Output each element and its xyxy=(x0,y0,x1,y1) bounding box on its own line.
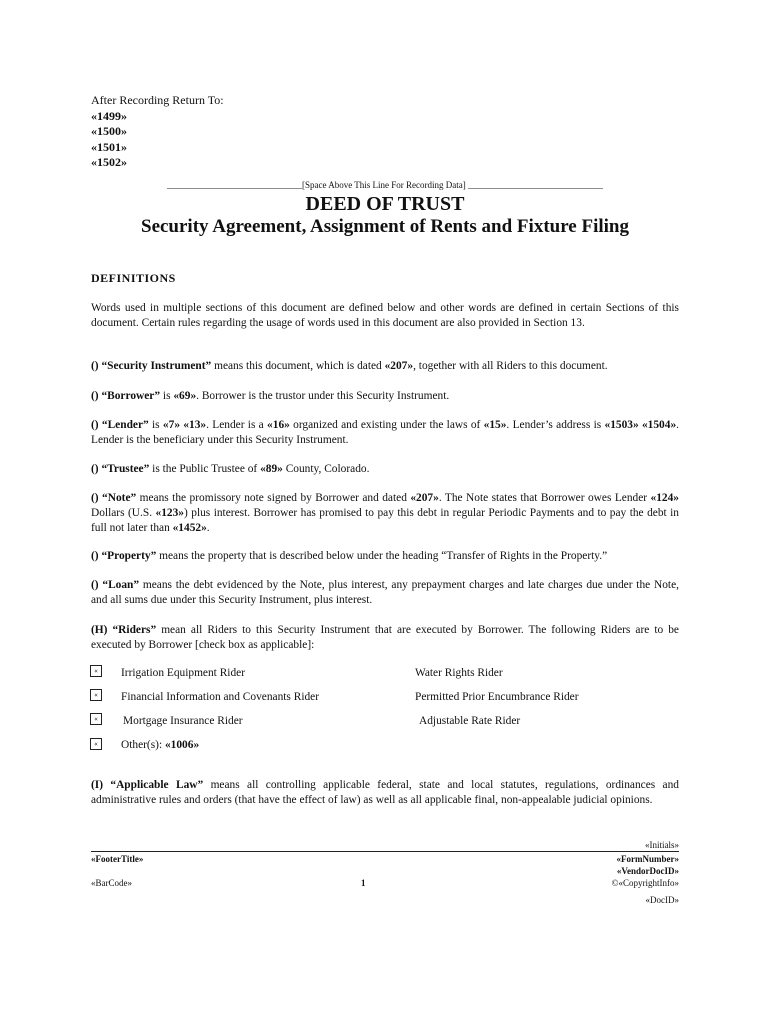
merge-field: «7» «13» xyxy=(162,419,207,431)
def-term: “Property” xyxy=(101,550,157,562)
document-subtitle: Security Agreement, Assignment of Rents and Fixture Filing xyxy=(141,216,629,237)
def-term: “Loan” xyxy=(102,579,140,591)
definition-property xyxy=(91,549,679,564)
def-text: . Lender is a xyxy=(206,419,268,431)
rider-checkbox-3[interactable]: « xyxy=(90,713,102,725)
def-text: . Lender is the beneficiary under this Security Instrument. xyxy=(91,419,680,446)
definition-applicable-law xyxy=(91,778,679,808)
def-prefix: () xyxy=(91,492,103,504)
def-text: organized and existing under the laws of xyxy=(289,419,484,431)
definition-trustee xyxy=(91,462,679,477)
footer-vendor-doc-id: «VendorDocID» xyxy=(616,866,679,876)
def-text: . Lender’s address is xyxy=(506,419,605,431)
footer-barcode: «BarCode» xyxy=(91,878,132,888)
definition-riders xyxy=(91,623,679,653)
footer-form-number: «FormNumber» xyxy=(616,854,679,864)
def-term: “Borrower” xyxy=(101,390,161,402)
footer-divider xyxy=(91,851,679,852)
def-prefix: () xyxy=(91,579,103,591)
merge-field: «16» xyxy=(267,419,290,431)
rider-irrigation-equipment: Irrigation Equipment Rider xyxy=(121,667,246,679)
def-text: is xyxy=(148,419,163,431)
rider-permitted-prior-encumbrance: Permitted Prior Encumbrance Rider xyxy=(415,691,579,703)
document-title: DEED OF TRUST xyxy=(305,193,465,215)
merge-field: «89» xyxy=(260,463,283,475)
def-text: means all controlling applicable federal, state and local statutes, regulations, ordinances and administrative rules and orders (that have the effect of law) as well as all applicable final, non-appealable judicial opinions. xyxy=(91,779,679,806)
def-text: means the promissory note signed by Borrower and dated xyxy=(136,492,411,504)
rider-others-label: Other(s): xyxy=(121,739,165,751)
page-number: 1 xyxy=(361,878,366,888)
def-term: “Riders” xyxy=(112,624,157,636)
def-text: is the Public Trustee of xyxy=(149,463,261,475)
merge-field: «15» xyxy=(483,419,507,431)
def-prefix: () xyxy=(91,550,102,562)
definition-loan xyxy=(91,578,679,608)
rider-water-rights: Water Rights Rider xyxy=(415,667,503,679)
def-prefix: () xyxy=(91,390,102,402)
footer-doc-id: «DocID» xyxy=(645,895,679,905)
return-address-block xyxy=(91,93,224,171)
rider-financial-information: Financial Information and Covenants Rider xyxy=(121,691,320,703)
def-text: Dollars (U.S. xyxy=(91,507,156,519)
merge-field: «123» xyxy=(155,507,184,519)
def-text: means the debt evidenced by the Note, plus interest, any prepayment charges and late charges due under the Note, and all sums due under this Security Instrument, plus interest. xyxy=(91,579,679,606)
def-term: “Lender” xyxy=(101,419,149,431)
definition-security-instrument xyxy=(91,359,679,374)
def-prefix: (I) xyxy=(91,779,111,791)
def-term: “Security Instrument” xyxy=(101,360,212,372)
rider-checkbox-2[interactable]: « xyxy=(90,689,102,701)
rider-checkbox-1[interactable]: « xyxy=(90,665,102,677)
return-line-1: «1499» xyxy=(91,108,127,123)
merge-field: «124» xyxy=(650,492,679,504)
merge-field: «1006» xyxy=(164,739,200,751)
rider-checkbox-4[interactable]: « xyxy=(90,738,102,750)
footer-copyright: ©«CopyrightInfo» xyxy=(611,878,679,888)
recording-space-line: ______________________________[Space Above This Line For Recording Data] ______________________________ xyxy=(166,180,604,190)
merge-field: «69» xyxy=(173,390,197,402)
merge-field: «1452» xyxy=(172,522,207,534)
definition-note xyxy=(91,491,679,536)
merge-field: «207» xyxy=(384,360,414,372)
merge-field: «1503» «1504» xyxy=(604,419,677,431)
footer-title: «FooterTitle» xyxy=(91,854,144,864)
def-term: “Applicable Law” xyxy=(110,779,204,791)
merge-field: «207» xyxy=(410,492,439,504)
definitions-heading: DEFINITIONS xyxy=(91,271,176,285)
def-text: , together with all Riders to this document. xyxy=(413,360,608,372)
def-prefix: () xyxy=(91,419,102,431)
return-label: After Recording Return To: xyxy=(91,93,224,107)
return-line-3: «1501» xyxy=(91,139,127,154)
def-text: mean all Riders to this Security Instrument that are executed by Borrower. The following Riders are to be executed by Borrower [check box as applicable]: xyxy=(91,624,679,651)
def-prefix: () xyxy=(91,360,102,372)
rider-adjustable-rate: Adjustable Rate Rider xyxy=(419,715,521,727)
def-text: County, Colorado. xyxy=(282,463,370,475)
definition-borrower xyxy=(91,389,679,404)
definition-lender xyxy=(91,418,679,448)
def-term: “Trustee” xyxy=(101,463,150,475)
def-text: . The Note states that Borrower owes Lender xyxy=(438,492,651,504)
footer-initials: «Initials» xyxy=(645,840,679,850)
def-text: . Borrower is the trustor under this Security Instrument. xyxy=(196,390,450,402)
def-text: ) plus interest. Borrower has promised to pay this debt in regular Periodic Payments and to pay the debt in full not later than xyxy=(91,507,680,534)
rider-others xyxy=(121,739,199,751)
def-text: is xyxy=(160,390,174,402)
return-line-4: «1502» xyxy=(91,155,127,169)
def-term: “Note” xyxy=(102,492,137,504)
def-text: means the property that is described below under the heading “Transfer of Rights in the Property.” xyxy=(156,550,608,562)
def-prefix: () xyxy=(91,463,102,475)
def-text: means this document, which is dated xyxy=(211,360,385,372)
def-prefix: (H) xyxy=(91,624,113,636)
rider-mortgage-insurance: Mortgage Insurance Rider xyxy=(123,715,243,727)
definitions-intro: Words used in multiple sections of this document are defined below and other words are defined in certain Sections of this document. Certain rules regarding the usage of words used in this document are also provided in Section 13. xyxy=(91,302,679,329)
return-line-2: «1500» xyxy=(91,124,127,138)
def-text: . xyxy=(206,522,210,534)
